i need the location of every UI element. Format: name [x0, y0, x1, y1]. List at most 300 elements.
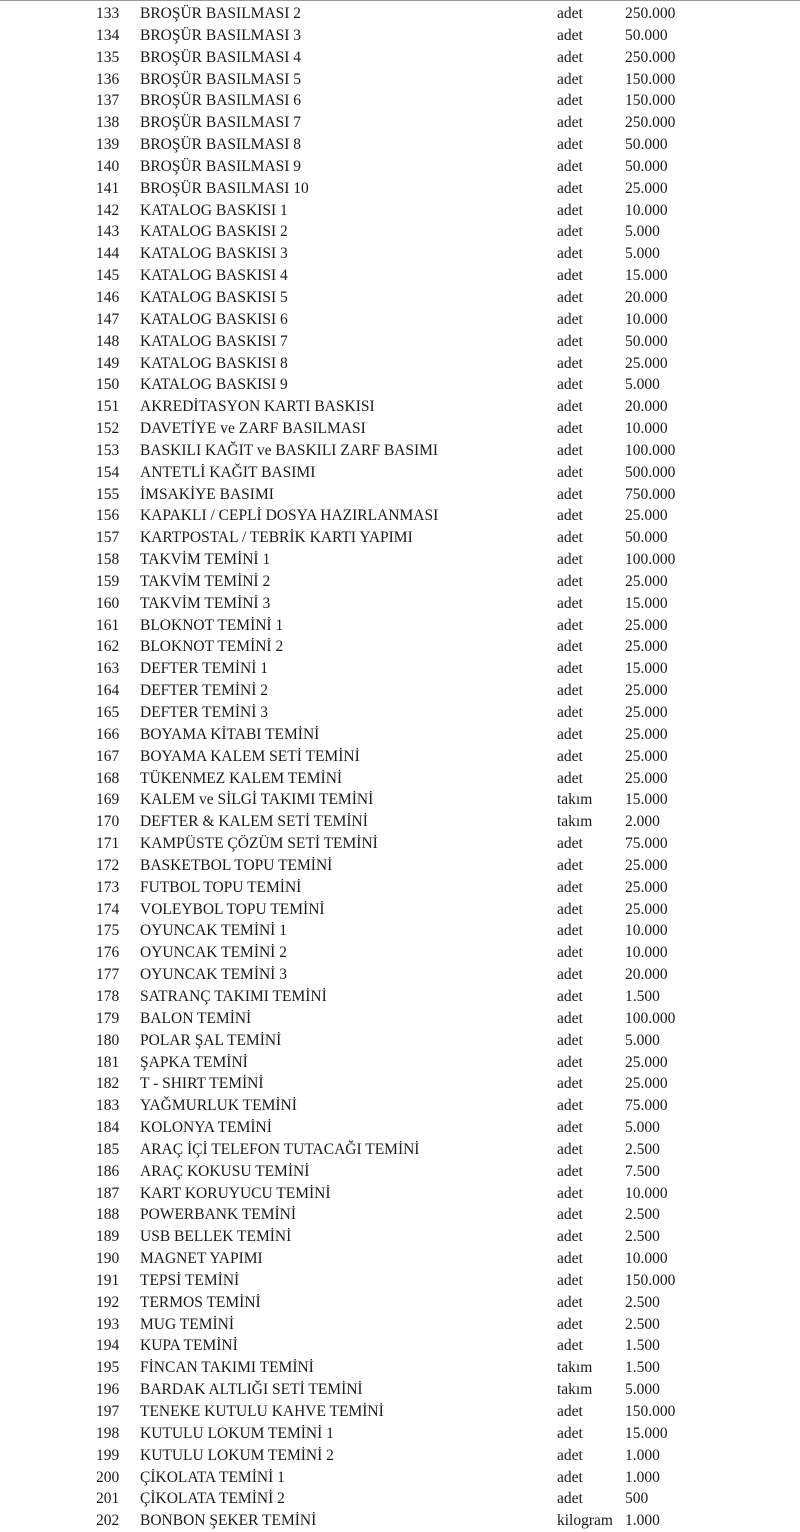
item-unit: adet: [557, 725, 583, 743]
row-number: 185: [96, 1140, 120, 1158]
item-unit: adet: [557, 157, 583, 175]
row-number: 193: [96, 1315, 120, 1333]
item-quantity: 75.000: [625, 1097, 668, 1115]
table-row: [0, 418, 800, 440]
row-number: 158: [96, 551, 120, 569]
item-name: BOYAMA KALEM SETİ TEMİNİ: [140, 747, 360, 765]
table-row: [0, 353, 800, 375]
item-name: KATALOG BASKISI 9: [140, 376, 288, 394]
item-name: DEFTER TEMİNİ 2: [140, 682, 269, 700]
item-unit: adet: [557, 136, 583, 154]
row-number: 149: [96, 354, 120, 372]
table-row: [0, 680, 800, 702]
item-quantity: 25.000: [625, 747, 668, 765]
item-name: YAĞMURLUK TEMİNİ: [140, 1097, 297, 1115]
item-quantity: 25.000: [625, 616, 668, 634]
row-number: 159: [96, 572, 120, 590]
item-name: BROŞÜR BASILMASI 9: [140, 157, 302, 175]
item-unit: adet: [557, 201, 583, 219]
item-name: KATALOG BASKISI 4: [140, 267, 288, 285]
item-quantity: 25.000: [625, 1075, 668, 1093]
item-unit: adet: [557, 660, 583, 678]
item-unit: adet: [557, 485, 583, 503]
item-unit: adet: [557, 245, 583, 263]
item-unit: adet: [557, 5, 583, 22]
item-name: OYUNCAK TEMİNİ 3: [140, 966, 287, 984]
item-unit: adet: [557, 638, 583, 656]
item-unit: adet: [557, 529, 583, 547]
item-name: MUG TEMİNİ: [140, 1315, 234, 1333]
item-name: TEPSİ TEMİNİ: [140, 1271, 240, 1289]
row-number: 186: [96, 1162, 120, 1180]
item-quantity: 100.000: [625, 1009, 676, 1027]
item-unit: adet: [557, 769, 583, 787]
table-row: [0, 265, 800, 287]
item-name: BROŞÜR BASILMASI 3: [140, 26, 302, 44]
item-name: AKREDİTASYON KARTI BASKISI: [140, 398, 375, 416]
table-row: [0, 1161, 800, 1183]
table-row: [0, 811, 800, 833]
row-number: 135: [96, 48, 120, 66]
item-quantity: 2.500: [625, 1228, 660, 1246]
item-quantity: 20.000: [625, 966, 668, 984]
item-name: KUPA TEMİNİ: [140, 1337, 238, 1355]
item-quantity: 50.000: [625, 157, 668, 175]
table-row: [0, 25, 800, 47]
item-quantity: 1.000: [625, 1512, 660, 1530]
row-number: 164: [96, 682, 120, 700]
row-number: 173: [96, 878, 120, 896]
row-number: 192: [96, 1293, 120, 1311]
item-unit: adet: [557, 332, 583, 350]
row-number: 198: [96, 1424, 120, 1442]
row-number: 184: [96, 1119, 120, 1137]
row-number: 176: [96, 944, 120, 962]
item-quantity: 50.000: [625, 136, 668, 154]
item-name: DAVETİYE ve ZARF BASILMASI: [140, 420, 366, 438]
item-unit: kilogram: [557, 1512, 613, 1530]
item-quantity: 250.000: [625, 114, 676, 132]
item-quantity: 2.500: [625, 1293, 660, 1311]
row-number: 179: [96, 1009, 120, 1027]
row-number: 194: [96, 1337, 120, 1355]
table-row: [0, 1183, 800, 1205]
item-unit: adet: [557, 1293, 583, 1311]
table-row: [0, 964, 800, 986]
row-number: 170: [96, 813, 120, 831]
item-name: ÇİKOLATA TEMİNİ 1: [140, 1468, 285, 1486]
item-quantity: 5.000: [625, 376, 660, 394]
item-name: USB BELLEK TEMİNİ: [140, 1228, 292, 1246]
item-name: KAMPÜSTE ÇÖZÜM SETİ TEMİNİ: [140, 835, 378, 853]
item-unit: adet: [557, 420, 583, 438]
item-unit: adet: [557, 1162, 583, 1180]
item-quantity: 250.000: [625, 48, 676, 66]
item-name: BROŞÜR BASILMASI 5: [140, 70, 302, 88]
item-quantity: 15.000: [625, 791, 668, 809]
item-unit: adet: [557, 944, 583, 962]
item-quantity: 75.000: [625, 835, 668, 853]
item-unit: adet: [557, 1468, 583, 1486]
table-row: [0, 134, 800, 156]
item-quantity: 20.000: [625, 288, 668, 306]
item-name: KATALOG BASKISI 2: [140, 223, 288, 241]
table-row: [0, 1445, 800, 1467]
item-name: BROŞÜR BASILMASI 6: [140, 92, 302, 110]
table-row: [0, 549, 800, 571]
item-name: BOYAMA KİTABI TEMİNİ: [140, 725, 320, 743]
item-name: KART KORUYUCU TEMİNİ: [140, 1184, 331, 1202]
item-quantity: 25.000: [625, 769, 668, 787]
row-number: 190: [96, 1250, 120, 1268]
item-unit: adet: [557, 26, 583, 44]
row-number: 141: [96, 179, 120, 197]
table-row: [0, 702, 800, 724]
table-row: [0, 462, 800, 484]
row-number: 155: [96, 485, 120, 503]
item-unit: adet: [557, 1337, 583, 1355]
table-row: [0, 877, 800, 899]
table-row: [0, 1335, 800, 1357]
item-unit: takım: [557, 813, 593, 831]
item-quantity: 20.000: [625, 398, 668, 416]
item-name: OYUNCAK TEMİNİ 2: [140, 944, 287, 962]
item-quantity: 1.000: [625, 1468, 660, 1486]
item-quantity: 500: [625, 1490, 649, 1508]
item-quantity: 25.000: [625, 856, 668, 874]
row-number: 145: [96, 267, 120, 285]
item-quantity: 1.000: [625, 1446, 660, 1464]
row-number: 157: [96, 529, 120, 547]
row-number: 191: [96, 1271, 120, 1289]
item-name: BASKETBOL TOPU TEMİNİ: [140, 856, 333, 874]
item-quantity: 25.000: [625, 725, 668, 743]
item-unit: adet: [557, 1184, 583, 1202]
table-row: [0, 1117, 800, 1139]
item-quantity: 2.500: [625, 1315, 660, 1333]
item-quantity: 150.000: [625, 70, 676, 88]
table-row: [0, 156, 800, 178]
table-row: [0, 287, 800, 309]
item-quantity: 15.000: [625, 660, 668, 678]
row-number: 178: [96, 987, 120, 1005]
row-number: 180: [96, 1031, 120, 1049]
item-unit: adet: [557, 616, 583, 634]
table-row: [0, 1314, 800, 1336]
item-name: KUTULU LOKUM TEMİNİ 2: [140, 1446, 334, 1464]
item-quantity: 15.000: [625, 267, 668, 285]
item-unit: adet: [557, 987, 583, 1005]
item-unit: adet: [557, 682, 583, 700]
row-number: 138: [96, 114, 120, 132]
item-name: TAKVİM TEMİNİ 1: [140, 551, 271, 569]
row-number: 201: [96, 1490, 120, 1508]
item-quantity: 50.000: [625, 332, 668, 350]
item-name: İMSAKİYE BASIMI: [140, 485, 274, 503]
item-unit: adet: [557, 1053, 583, 1071]
item-quantity: 50.000: [625, 529, 668, 547]
item-name: OYUNCAK TEMİNİ 1: [140, 922, 287, 940]
table-row: [0, 746, 800, 768]
row-number: 133: [96, 5, 120, 22]
row-number: 168: [96, 769, 120, 787]
item-name: T - SHIRT TEMİNİ: [140, 1075, 264, 1093]
item-quantity: 25.000: [625, 638, 668, 656]
row-number: 187: [96, 1184, 120, 1202]
item-quantity: 10.000: [625, 1184, 668, 1202]
item-unit: adet: [557, 223, 583, 241]
item-name: TÜKENMEZ KALEM TEMİNİ: [140, 769, 343, 787]
row-number: 177: [96, 966, 120, 984]
row-number: 150: [96, 376, 120, 394]
item-quantity: 5.000: [625, 1381, 660, 1399]
row-number: 200: [96, 1468, 120, 1486]
item-name: FİNCAN TAKIMI TEMİNİ: [140, 1359, 314, 1377]
item-unit: adet: [557, 1140, 583, 1158]
row-number: 202: [96, 1512, 120, 1530]
table-row: [0, 200, 800, 222]
item-quantity: 150.000: [625, 92, 676, 110]
table-row: [0, 1423, 800, 1445]
item-quantity: 1.500: [625, 1337, 660, 1355]
table-row: [0, 1292, 800, 1314]
row-number: 146: [96, 288, 120, 306]
item-quantity: 150.000: [625, 1403, 676, 1420]
item-name: MAGNET YAPIMI: [140, 1250, 263, 1268]
row-number: 160: [96, 594, 120, 612]
item-quantity: 1.500: [625, 987, 660, 1005]
row-number: 188: [96, 1206, 120, 1224]
item-name: TAKVİM TEMİNİ 2: [140, 572, 271, 590]
row-number: 139: [96, 136, 120, 154]
row-number: 136: [96, 70, 120, 88]
item-name: BARDAK ALTLIĞI SETİ TEMİNİ: [140, 1381, 363, 1399]
item-quantity: 25.000: [625, 1053, 668, 1071]
item-name: SATRANÇ TAKIMI TEMİNİ: [140, 987, 327, 1005]
table-row: [0, 1379, 800, 1401]
table-row: [0, 1052, 800, 1074]
table-row: [0, 855, 800, 877]
item-quantity: 25.000: [625, 900, 668, 918]
item-name: ANTETLİ KAĞIT BASIMI: [140, 463, 316, 481]
item-quantity: 10.000: [625, 1250, 668, 1268]
table-row: [0, 1095, 800, 1117]
row-number: 166: [96, 725, 120, 743]
table-row: [0, 505, 800, 527]
table-row: [0, 571, 800, 593]
item-name: KOLONYA TEMİNİ: [140, 1119, 272, 1137]
table-row: [0, 1467, 800, 1489]
item-quantity: 15.000: [625, 594, 668, 612]
table-row: [0, 615, 800, 637]
item-quantity: 5.000: [625, 223, 660, 241]
item-name: KAPAKLI / CEPLİ DOSYA HAZIRLANMASI: [140, 507, 439, 525]
row-number: 169: [96, 791, 120, 809]
item-unit: adet: [557, 354, 583, 372]
item-quantity: 10.000: [625, 944, 668, 962]
item-unit: adet: [557, 1009, 583, 1027]
item-unit: adet: [557, 310, 583, 328]
item-unit: adet: [557, 179, 583, 197]
row-number: 142: [96, 201, 120, 219]
table-row: [0, 1139, 800, 1161]
item-unit: adet: [557, 747, 583, 765]
item-name: POWERBANK TEMİNİ: [140, 1206, 296, 1224]
item-unit: takım: [557, 791, 593, 809]
item-unit: adet: [557, 1446, 583, 1464]
item-unit: adet: [557, 1403, 583, 1420]
item-unit: adet: [557, 835, 583, 853]
table-row: [0, 1073, 800, 1095]
table-row: [0, 396, 800, 418]
item-name: BROŞÜR BASILMASI 4: [140, 48, 302, 66]
item-quantity: 10.000: [625, 310, 668, 328]
item-unit: adet: [557, 572, 583, 590]
item-name: KATALOG BASKISI 8: [140, 354, 288, 372]
item-quantity: 25.000: [625, 179, 668, 197]
item-unit: adet: [557, 704, 583, 721]
table-row: [0, 47, 800, 69]
item-unit: adet: [557, 70, 583, 88]
item-unit: adet: [557, 922, 583, 940]
table-row: [0, 3, 800, 25]
row-number: 156: [96, 507, 120, 525]
row-number: 163: [96, 660, 120, 678]
item-unit: adet: [557, 551, 583, 569]
table-row: [0, 1204, 800, 1226]
item-quantity: 100.000: [625, 551, 676, 569]
item-unit: adet: [557, 376, 583, 394]
item-quantity: 25.000: [625, 878, 668, 896]
item-name: ARAÇ KOKUSU TEMİNİ: [140, 1162, 310, 1180]
row-number: 197: [96, 1403, 120, 1420]
item-quantity: 10.000: [625, 420, 668, 438]
item-quantity: 2.500: [625, 1140, 660, 1158]
item-quantity: 2.500: [625, 1206, 660, 1224]
item-name: KATALOG BASKISI 1: [140, 201, 288, 219]
table-row: [0, 1226, 800, 1248]
item-quantity: 25.000: [625, 704, 668, 721]
table-row: [0, 112, 800, 134]
item-unit: adet: [557, 1031, 583, 1049]
item-unit: adet: [557, 1075, 583, 1093]
item-unit: adet: [557, 1271, 583, 1289]
table-row: [0, 942, 800, 964]
item-unit: adet: [557, 878, 583, 896]
item-unit: adet: [557, 1206, 583, 1224]
row-number: 172: [96, 856, 120, 874]
item-quantity: 5.000: [625, 245, 660, 263]
table-row: [0, 440, 800, 462]
row-number: 174: [96, 900, 120, 918]
row-number: 151: [96, 398, 120, 416]
row-number: 175: [96, 922, 120, 940]
item-unit: adet: [557, 48, 583, 66]
table-row: [0, 1008, 800, 1030]
item-name: BLOKNOT TEMİNİ 2: [140, 638, 284, 656]
item-quantity: 500.000: [625, 463, 676, 481]
item-quantity: 25.000: [625, 572, 668, 590]
item-unit: adet: [557, 267, 583, 285]
item-quantity: 10.000: [625, 922, 668, 940]
item-unit: adet: [557, 594, 583, 612]
item-quantity: 15.000: [625, 1424, 668, 1442]
item-unit: adet: [557, 92, 583, 110]
item-name: TENEKE KUTULU KAHVE TEMİNİ: [140, 1403, 384, 1420]
item-name: BONBON ŞEKER TEMİNİ: [140, 1512, 317, 1530]
row-number: 183: [96, 1097, 120, 1115]
item-quantity: 7.500: [625, 1162, 660, 1180]
item-unit: adet: [557, 398, 583, 416]
item-name: VOLEYBOL TOPU TEMİNİ: [140, 900, 325, 918]
item-quantity: 100.000: [625, 441, 676, 459]
item-name: TAKVİM TEMİNİ 3: [140, 594, 271, 612]
item-name: BLOKNOT TEMİNİ 1: [140, 616, 284, 634]
item-unit: adet: [557, 900, 583, 918]
row-number: 196: [96, 1381, 120, 1399]
row-number: 140: [96, 157, 120, 175]
table-row: [0, 69, 800, 91]
item-unit: adet: [557, 1119, 583, 1137]
item-name: POLAR ŞAL TEMİNİ: [140, 1031, 282, 1049]
table-row: [0, 221, 800, 243]
item-quantity: 10.000: [625, 201, 668, 219]
row-number: 181: [96, 1053, 120, 1071]
row-number: 134: [96, 26, 120, 44]
table-row: [0, 1248, 800, 1270]
top-divider: [0, 0, 800, 1]
row-number: 182: [96, 1075, 120, 1093]
row-number: 189: [96, 1228, 120, 1246]
item-quantity: 25.000: [625, 354, 668, 372]
item-unit: adet: [557, 1228, 583, 1246]
table-row: [0, 1357, 800, 1379]
table-row: [0, 1401, 800, 1423]
item-name: ARAÇ İÇİ TELEFON TUTACAĞI TEMİNİ: [140, 1140, 420, 1158]
item-quantity: 2.000: [625, 813, 660, 831]
item-unit: adet: [557, 966, 583, 984]
item-name: BALON TEMİNİ: [140, 1009, 252, 1027]
row-number: 195: [96, 1359, 120, 1377]
item-name: BROŞÜR BASILMASI 2: [140, 5, 302, 22]
item-unit: adet: [557, 441, 583, 459]
row-number: 153: [96, 441, 120, 459]
table-row: [0, 636, 800, 658]
item-quantity: 5.000: [625, 1031, 660, 1049]
row-number: 171: [96, 835, 120, 853]
item-name: DEFTER TEMİNİ 1: [140, 660, 269, 678]
row-number: 152: [96, 420, 120, 438]
row-number: 165: [96, 704, 120, 721]
item-unit: adet: [557, 1097, 583, 1115]
item-unit: adet: [557, 288, 583, 306]
table-row: [0, 309, 800, 331]
item-quantity: 750.000: [625, 485, 676, 503]
item-name: BROŞÜR BASILMASI 10: [140, 179, 309, 197]
table-row: [0, 920, 800, 942]
table-row: [0, 1030, 800, 1052]
item-name: KATALOG BASKISI 3: [140, 245, 288, 263]
item-unit: adet: [557, 1250, 583, 1268]
row-number: 162: [96, 638, 120, 656]
row-number: 199: [96, 1446, 120, 1464]
table-row: [0, 768, 800, 790]
item-quantity: 50.000: [625, 26, 668, 44]
item-table: [0, 3, 800, 1532]
table-row: [0, 1270, 800, 1292]
item-unit: adet: [557, 507, 583, 525]
table-row: [0, 593, 800, 615]
